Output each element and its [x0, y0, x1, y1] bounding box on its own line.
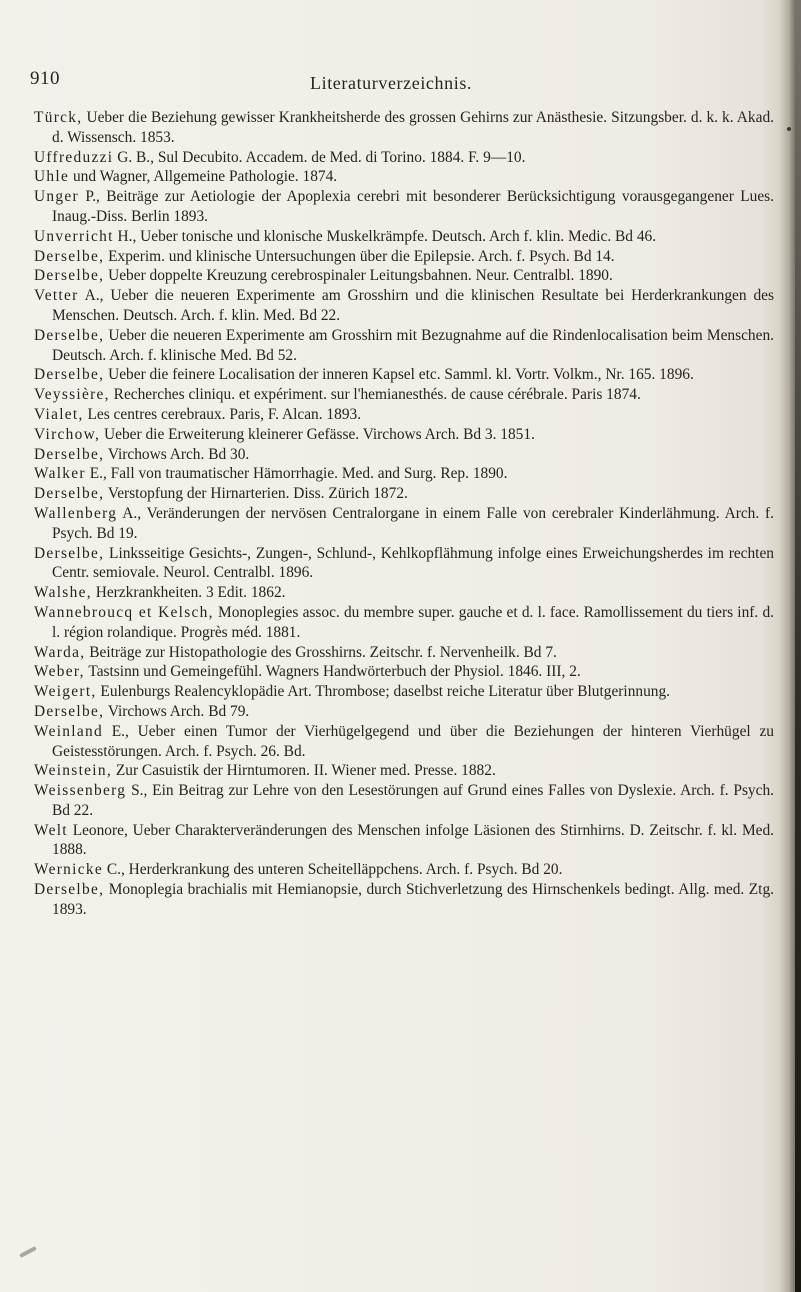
entry-text: Ueber die Erweiterung kleinerer Gefässe. Virchows Arch. Bd 3. 1851.: [100, 425, 535, 443]
bibliography-entry: [34, 148, 774, 168]
bibliography-entry: [34, 860, 774, 880]
entry-author: Wallenberg: [34, 504, 118, 522]
entry-text: Tastsinn und Gemeingefühl. Wagners Handwörterbuch der Physiol. 1846. III, 2.: [84, 663, 581, 681]
entry-author: Weigert,: [34, 683, 97, 701]
entry-text: Herzkrankheiten. 3 Edit. 1862.: [91, 584, 286, 602]
bibliography-entry: [34, 722, 774, 762]
bibliography-entry: [34, 484, 774, 504]
book-binding-edge: [795, 0, 801, 1292]
bibliography-entry: [34, 643, 774, 663]
entry-text: A., Veränderungen der nervösen Centralorgane in einem Falle von cerebraler Kinderlähmung. Arch. f. Psych. Bd 19.: [52, 504, 774, 542]
bibliography-entry: [34, 365, 774, 385]
bibliography-entry: [34, 464, 774, 484]
bibliography-entry: [34, 247, 774, 267]
entry-author: Derselbe,: [34, 485, 105, 503]
entry-author: Walshe,: [34, 584, 92, 602]
entry-author: Unverricht: [34, 227, 114, 245]
entry-author: Welt: [34, 821, 68, 839]
entry-text: Experim. und klinische Untersuchungen über die Epilepsie. Arch. f. Psych. Bd 14.: [104, 247, 615, 265]
bibliography-entry: [34, 385, 774, 405]
bibliography-entry: [34, 445, 774, 465]
bibliography-entry: [34, 405, 774, 425]
bibliography-entry: [34, 662, 774, 682]
entry-author: Virchow,: [34, 425, 101, 443]
bibliography-entry: [34, 702, 774, 722]
bibliography-entry: [34, 108, 774, 148]
bibliography-entry: [34, 880, 774, 920]
entry-text: S., Ein Beitrag zur Lehre von den Lesestörungen auf Grund eines Falles von Dyslexie. Arch. f. Psych. Bd 22.: [52, 782, 774, 819]
entry-text: P., Beiträge zur Aetiologie der Apoplexia cerebri mit besonderer Berücksichtigung vorausgegangener Lues. Inaug.-Diss. Berlin 1893.: [52, 188, 774, 225]
entry-author: Derselbe,: [34, 267, 105, 285]
entry-author: Walker: [34, 465, 86, 483]
bibliography-entry: [34, 761, 774, 781]
entry-text: Leonore, Ueber Charakterveränderungen des Menschen infolge Läsionen des Stirnhirns. D. Zeitschr. f. kl. Med. 1888.: [52, 821, 774, 859]
entry-author: Wannebroucq et Kelsch,: [34, 603, 214, 621]
entry-text: C., Herderkrankung des unteren Scheitelläppchens. Arch. f. Psych. Bd 20.: [102, 861, 563, 879]
bibliography-entry: [34, 544, 774, 584]
bibliography-entry: [34, 781, 774, 821]
bibliography-entry: [34, 187, 774, 227]
entry-text: Ueber die feinere Localisation der inneren Kapsel etc. Samml. kl. Vortr. Volkm., Nr. 165. 1896.: [104, 366, 694, 384]
entry-text: Ueber die neueren Experimente am Grosshirn mit Bezugnahme auf die Rindenlocalisation beim Menschen. Deutsch. Arch. f. klinische Med. Bd 52.: [52, 326, 774, 364]
entry-author: Türck,: [34, 109, 83, 126]
entry-author: Vetter: [34, 287, 79, 305]
entry-text: Verstopfung der Hirnarterien. Diss. Zürich 1872.: [104, 485, 408, 503]
bibliography-entry: [34, 425, 774, 445]
bibliography-entry: [34, 603, 774, 643]
entry-text: E., Ueber einen Tumor der Vierhügelgegend und über die Beziehungen der hinteren Vierhügel zu Geistesstörungen. Arch. f. Psych. 26. Bd.: [52, 722, 774, 760]
entry-text: Virchows Arch. Bd 30.: [104, 445, 250, 463]
entry-author: Weinland: [34, 722, 103, 740]
entry-text: Les centres cerebraux. Paris, F. Alcan. 1893.: [83, 405, 362, 423]
pencil-mark: [19, 1246, 37, 1258]
bibliography-entry: [34, 504, 774, 544]
entry-author: Unger: [34, 188, 79, 206]
entry-text: Ueber die Beziehung gewisser Krankheitsherde des grossen Gehirns zur Anästhesie. Sitzungsber. d. k. k. Akad. d. Wissensch. 1853.: [52, 109, 774, 146]
entry-author: Warda,: [34, 643, 86, 661]
running-title: Literaturverzeichnis.: [310, 73, 473, 93]
entry-author: Derselbe,: [34, 247, 105, 265]
entry-text: G. B., Sul Decubito. Accadem. de Med. di Torino. 1884. F. 9—10.: [113, 148, 526, 166]
bibliography-entry: [34, 227, 774, 247]
entry-author: Weissenberg: [34, 782, 127, 800]
entry-author: Derselbe,: [34, 881, 105, 899]
bibliography-entry: [34, 286, 774, 326]
entry-text: Ueber doppelte Kreuzung cerebrospinaler Leitungsbahnen. Neur. Centralbl. 1890.: [104, 267, 613, 285]
entry-author: Wernicke: [34, 861, 103, 879]
entry-text: Zur Casuistik der Hirntumoren. II. Wiener med. Presse. 1882.: [112, 762, 496, 780]
entry-text: Beiträge zur Histopathologie des Grosshirns. Zeitschr. f. Nervenheilk. Bd 7.: [85, 643, 557, 661]
entry-text: und Wagner, Allgemeine Pathologie. 1874.: [69, 168, 338, 186]
entry-text: H., Ueber tonische und klonische Muskelkrämpfe. Deutsch. Arch f. klin. Medic. Bd 46.: [113, 227, 657, 245]
entry-author: Veyssière,: [34, 386, 110, 404]
entry-author: Vialet,: [34, 405, 84, 423]
bibliography-entry: [34, 326, 774, 366]
entry-author: Derselbe,: [34, 326, 105, 344]
entry-author: Derselbe,: [34, 445, 105, 463]
entry-text: Monoplegia brachialis mit Hemianopsie, durch Stichverletzung des Hirnschenkels bedingt. Allg. med. Ztg. 1893.: [52, 881, 774, 918]
entry-text: Monoplegies assoc. du membre super. gauche et d. l. face. Ramollissement du tiers inf. d. l. région rolandique. Progrès méd. 1881.: [52, 603, 774, 641]
bibliography-entry: [34, 167, 774, 187]
entry-text: Eulenburgs Realencyklopädie Art. Thrombose; daselbst reiche Literatur über Blutgerinnung.: [96, 683, 671, 701]
bibliography-entry: [34, 682, 774, 702]
bibliography-list: [34, 108, 774, 920]
entry-text: Recherches cliniqu. et expériment. sur l'hemianesthés. de cause cérébrale. Paris 1874.: [109, 386, 641, 404]
entry-author: Uffreduzzi: [34, 148, 114, 166]
page-number: 910: [30, 68, 60, 89]
entry-author: Weinstein,: [34, 762, 113, 780]
entry-text: Linksseitige Gesichts-, Zungen-, Schlund-, Kehlkopflähmung infolge eines Erweichungsherdes im rechten Centr. semiovale. Neurol. Centralbl. 1896.: [52, 544, 774, 582]
ink-dot-mark: [787, 127, 791, 131]
entry-author: Derselbe,: [34, 366, 105, 384]
bibliography-entry: [34, 821, 774, 861]
entry-author: Uhle: [34, 168, 70, 186]
entry-author: Derselbe,: [34, 702, 105, 720]
entry-text: E., Fall von traumatischer Hämorrhagie. Med. and Surg. Rep. 1890.: [85, 465, 508, 483]
entry-text: A., Ueber die neueren Experimente am Grosshirn und die klinischen Resultate bei Herderkrankungen des Menschen. Deutsch. Arch. f. klin. Med. Bd 22.: [52, 287, 774, 324]
bibliography-entry: [34, 583, 774, 603]
entry-author: Derselbe,: [34, 544, 105, 562]
entry-author: Weber,: [34, 663, 85, 681]
bibliography-entry: [34, 266, 774, 286]
entry-text: Virchows Arch. Bd 79.: [104, 702, 250, 720]
